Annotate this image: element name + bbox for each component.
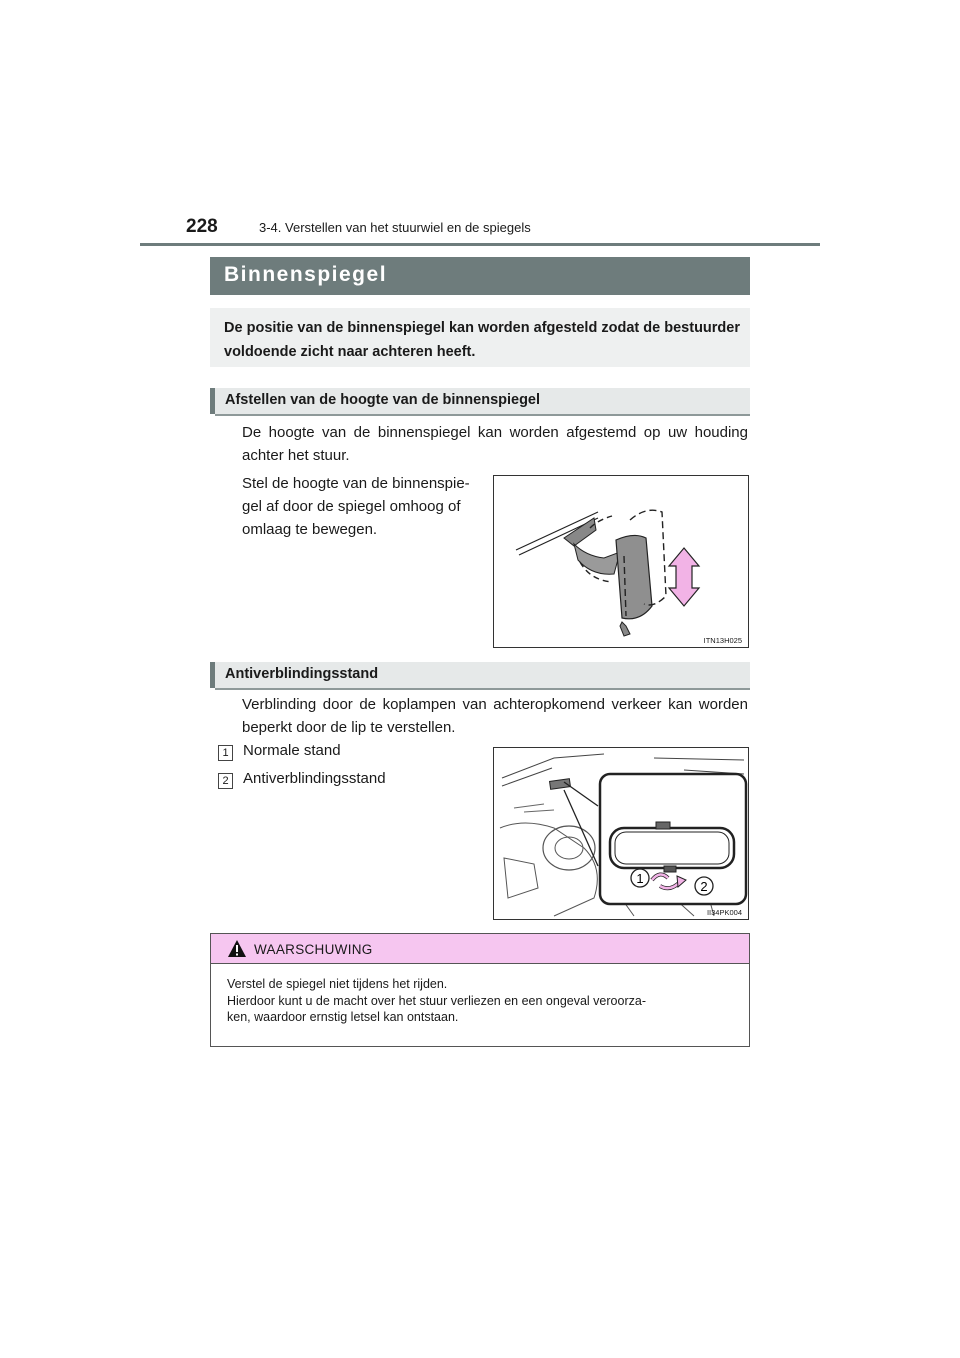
height-adjust-paragraph: De hoogte van de binnenspiegel kan worden afgestemd op uw houding achter het stuur.: [242, 424, 748, 464]
warning-triangle-icon: [227, 939, 247, 958]
mirror-height-illustration: [494, 476, 748, 647]
warning-line: Verstel de spiegel niet tijdens het rijden.: [227, 977, 448, 991]
figure-code: II34PK004: [706, 908, 742, 917]
mirror-height-figure: [493, 475, 749, 648]
warning-body: [227, 976, 739, 1026]
item-number-badge: 1: [218, 745, 233, 761]
header-divider: [140, 243, 820, 246]
instruction-line: omlaag te bewegen.: [242, 521, 378, 538]
figure-label-1: 1: [636, 871, 644, 886]
list-item: [218, 742, 478, 766]
section-intro: De positie van de binnenspiegel kan worden afgesteld zodat de bestuurder voldoende zicht naar achteren heeft.: [210, 308, 750, 367]
warning-title: WAARSCHUWING: [254, 942, 373, 957]
height-adjust-instruction: [242, 472, 482, 541]
warning-header: [211, 934, 749, 964]
anti-glare-figure: [493, 747, 749, 920]
instruction-line: Stel de hoogte van de binnenspie-: [242, 475, 470, 492]
item-label: Normale stand: [243, 742, 341, 759]
list-item: [218, 770, 478, 794]
subheading-anti-glare: Antiverblindingsstand: [210, 662, 750, 688]
warning-line: Hierdoor kunt u de macht over het stuur verliezen en een ongeval veroorza-: [227, 993, 646, 1008]
subheading-height-adjust: Afstellen van de hoogte van de binnenspiegel: [210, 388, 750, 414]
page-number: 228: [186, 216, 218, 237]
anti-glare-paragraph: Verblinding door de koplampen van achteropkomend verkeer kan worden beperkt door de lip te verstellen.: [242, 696, 748, 736]
item-label: Antiverblindingsstand: [243, 770, 386, 787]
figure-code: ITN13H025: [703, 636, 742, 645]
item-number-badge: 2: [218, 773, 233, 789]
warning-line: ken, waardoor ernstig letsel kan ontstaan.: [227, 1010, 459, 1024]
warning-box: [210, 933, 750, 1047]
cabin-mirror-illustration: [494, 748, 748, 919]
instruction-line: gel af door de spiegel omhoog of: [242, 498, 461, 515]
up-down-arrow-icon: [669, 548, 699, 606]
figure-label-2: 2: [700, 879, 708, 894]
section-title: Binnenspiegel: [210, 257, 750, 295]
breadcrumb: 3-4. Verstellen van het stuurwiel en de spiegels: [259, 220, 531, 235]
